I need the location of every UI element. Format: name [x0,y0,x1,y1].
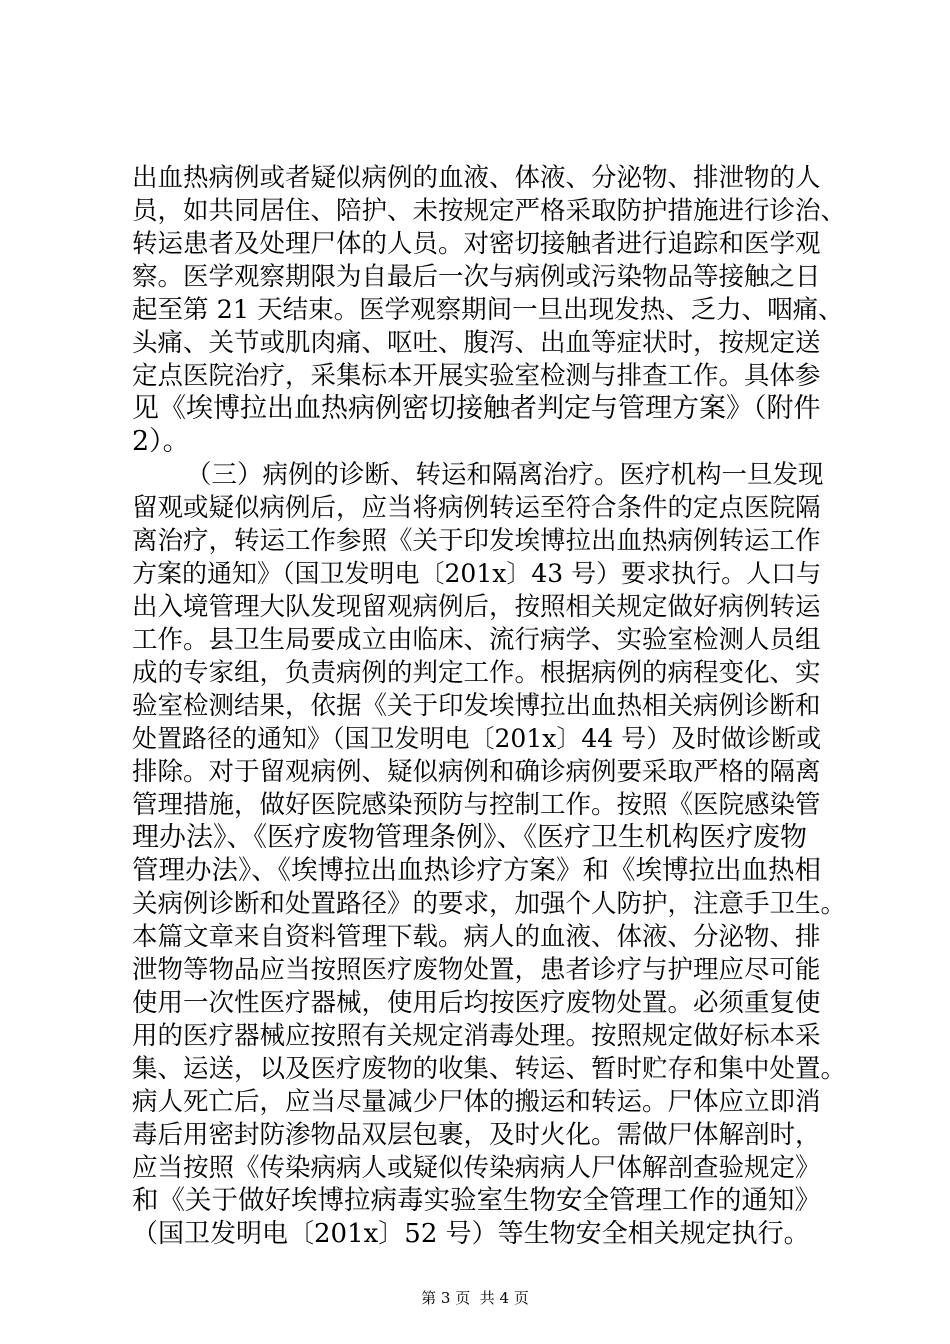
text-line: 2）。 [132,426,190,457]
text-line: 员，如共同居住、陪护、未按规定严格采取防护措施进行诊治、 [132,196,847,226]
text-line: 和《关于做好埃博拉病毒实验室生物安全管理工作的通知》 [132,1185,821,1216]
text-line: 头痛、关节或肌肉痛、呕吐、腹泻、出血等症状时，按规定送 [132,328,821,358]
text-line: 见《埃博拉出血热病例密切接触者判定与管理方案》（附件 [132,393,821,424]
text-line: 出入境管理大队发现留观病例后，按照相关规定做好病例转运 [132,592,821,622]
text-line: 察。医学观察期限为自最后一次与病例或污染物品等接触之日 [132,262,821,292]
text-line: 集、运送，以及医疗废物的收集、转运、暂时贮存和集中处置。 [132,1054,847,1084]
text-line: （国卫发明电〔201x〕52 号）等生物安全相关规定执行。 [132,1219,810,1249]
text-line: 转运患者及处理尸体的人员。对密切接触者进行追踪和医学观 [132,229,821,259]
text-line: 关病例诊断和处置路径》的要求，加强个人防护，注意手卫生。 [132,889,847,919]
text-line: 处置路径的通知》（国卫发明电〔201x〕44 号）及时做诊断或 [132,724,822,753]
text-line: 使用一次性医疗器械，使用后均按医疗废物处置。必须重复使 [132,988,821,1018]
text-line: 验室检测结果，依据《关于印发埃博拉出血热相关病例诊断和 [132,691,821,721]
section-heading-line: （三）病例的诊断、转运和隔离治疗。医疗机构一旦发现 [186,460,824,490]
text-line: 本篇文章来自资料管理下载。病人的血液、体液、分泌物、排 [132,922,821,952]
text-line: 管理措施，做好医院感染预防与控制工作。按照《医院感染管 [132,790,821,820]
text-line: 成的专家组，负责病例的判定工作。根据病例的病程变化、实 [132,658,821,688]
text-line: 病人死亡后，应当尽量减少尸体的搬运和转运。尸体应立即消 [132,1087,821,1117]
page-number-footer: 第 3 页 共 4 页 [421,1289,529,1307]
text-line: 出血热病例或者疑似病例的血液、体液、分泌物、排泄物的人 [132,163,821,193]
text-line: 排除。对于留观病例、疑似病例和确诊病例要采取严格的隔离 [132,757,821,787]
text-line: 毒后用密封防渗物品双层包裹，及时火化。需做尸体解剖时， [132,1120,821,1150]
text-line: 定点医院治疗，采集标本开展实验室检测与排查工作。具体参 [132,361,821,391]
text-line: 工作。县卫生局要成立由临床、流行病学、实验室检测人员组 [132,625,821,655]
text-line: 泄物等物品应当按照医疗废物处置，患者诊疗与护理应尽可能 [132,955,821,985]
text-line: 管理办法》、《埃博拉出血热诊疗方案》和《埃博拉出血热相 [132,855,821,886]
text-line: 留观或疑似病例后，应当将病例转运至符合条件的定点医院隔 [132,493,821,523]
text-line: 理办法》、《医疗废物管理条例》、《医疗卫生机构医疗废物 [132,822,807,853]
text-line: 方案的通知》（国卫发明电〔201x〕43 号）要求执行。人口与 [132,559,822,588]
text-line: 应当按照《传染病病人或疑似传染病病人尸体解剖查验规定》 [132,1153,821,1183]
text-line: 离治疗，转运工作参照《关于印发埃博拉出血热病例转运工作 [132,526,821,556]
text-line: 用的医疗器械应按照有关规定消毒处理。按照规定做好标本采 [132,1021,821,1051]
text-line: 起至第 21 天结束。医学观察期间一旦出现发热、乏力、咽痛、 [132,295,844,325]
